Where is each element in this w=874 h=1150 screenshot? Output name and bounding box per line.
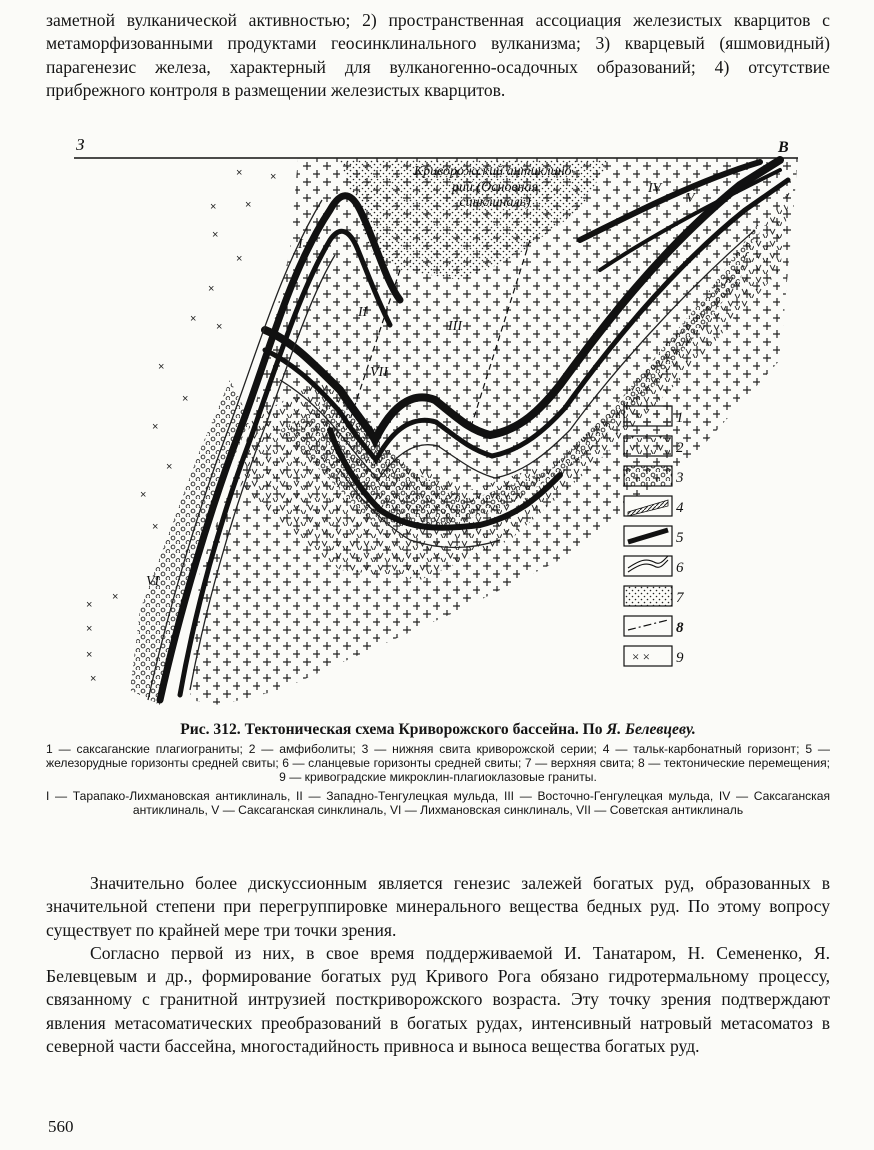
body-paragraph-2: Согласно первой из них, в свое время поддерживаемой И. Танатаром, Н. Семененко, Я. Белевцевым и др., формирование богатых руд Кривого Рога обязано гидротермальному процессу, связанному с гранитной интрузией посткриворожского возраста. Эту точку зрения подтверждают явления метасоматических преобразований в богатых рудах, интенсивный натровый метасоматоз в северной части бассейна, многостадийность привноса и выноса вещества богатых руд.: [46, 942, 830, 1057]
svg-text:×: ×: [158, 361, 165, 373]
body-text: [46, 872, 830, 1058]
svg-text:9: 9: [676, 650, 684, 666]
svg-text:×: ×: [216, 321, 223, 333]
svg-text:VI: VI: [146, 574, 160, 589]
svg-text:×: ×: [236, 253, 243, 265]
svg-text:×: ×: [152, 421, 159, 433]
svg-text:×: ×: [152, 521, 159, 533]
svg-text:× ×: × ×: [632, 649, 650, 664]
svg-text:×: ×: [182, 393, 189, 405]
svg-text:×: ×: [245, 199, 252, 211]
svg-text:6: 6: [676, 560, 684, 576]
caption-legend-text: 1 — саксаганские плагиограниты; 2 — амфиболиты; 3 — нижняя свита криворожской серии; 4 — тальк-карбонатный горизонт; 5 — железорудные горизонты средней свиты; 6 — сланцевые горизонты средней свиты; 7 — верхняя свита; 8 — тектонические перемещения; 9 — кривоградские микроклин-плагиоклазовые граниты.: [46, 742, 830, 785]
svg-text:5: 5: [676, 530, 684, 546]
body-paragraph-1: Значительно более дискуссионным является генезис залежей богатых руд, образованных в значительной степени при перегруппировке минерального вещества бедных руд. По этому вопросу существует по крайней мере три точки зрения.: [46, 873, 830, 940]
east-label: В: [778, 139, 789, 156]
svg-text:I: I: [298, 237, 303, 252]
svg-text:×: ×: [208, 283, 215, 295]
svg-text:×: ×: [112, 591, 119, 603]
caption-title: Рис. 312. Тектоническая схема Криворожского бассейна. По Я. Белевцеву.: [180, 721, 696, 738]
svg-text:Криворожский антиклино-: Криворожский антиклино-: [413, 164, 577, 179]
svg-text:8: 8: [676, 620, 684, 636]
svg-text:×: ×: [270, 171, 277, 183]
svg-text:3: 3: [676, 470, 684, 486]
svg-text:рий (Основная: рий (Основная: [452, 180, 538, 195]
svg-text:2: 2: [676, 440, 684, 456]
west-label: З: [76, 135, 85, 154]
tectonic-scheme-figure: [40, 130, 840, 720]
svg-text:×: ×: [86, 623, 93, 635]
svg-text:V: V: [686, 191, 695, 206]
svg-text:7: 7: [676, 590, 684, 606]
svg-text:1: 1: [676, 410, 684, 426]
svg-text:II: II: [358, 305, 368, 320]
svg-text:×: ×: [86, 599, 93, 611]
svg-text:×: ×: [166, 461, 173, 473]
svg-text:III: III: [448, 319, 462, 334]
svg-text:×: ×: [210, 201, 217, 213]
figure-legend: [624, 406, 685, 666]
intro-paragraph: [46, 9, 830, 102]
svg-text:×: ×: [236, 167, 243, 179]
intro-text: заметной вулканической активностью; 2) пространственная ассоциация железистых кварцитов с метаморфизованными продуктами геосинклинального вулканизма; 3) кварцевый (яшмовидный) парагенезис железа, характерный для вулканогенно-осадочных образований; 4) отсутствие прибрежного контроля в размещении железистых кварцитов.: [46, 10, 830, 100]
page-number: 560: [48, 1117, 74, 1136]
svg-text:×: ×: [212, 229, 219, 241]
svg-text:×: ×: [86, 649, 93, 661]
svg-text:×: ×: [90, 673, 97, 685]
svg-text:синклиналь): синклиналь): [459, 195, 531, 210]
caption-legend: [46, 742, 830, 817]
svg-text:×: ×: [140, 489, 147, 501]
svg-text:VII: VII: [370, 365, 388, 380]
caption-structures-text: I — Тарапако-Лихмановская антиклиналь, II — Западно-Тенгулецкая мульда, III — Восточно-Генгулецкая мульда, IV — Саксаганская антиклиналь, V — Саксаганская синклиналь, VI — Лихмановская синклиналь, VII — Советская антиклиналь: [46, 788, 830, 817]
svg-text:IV: IV: [648, 181, 662, 196]
figure-caption: [46, 720, 830, 817]
svg-text:×: ×: [190, 313, 197, 325]
svg-text:4: 4: [676, 500, 684, 516]
